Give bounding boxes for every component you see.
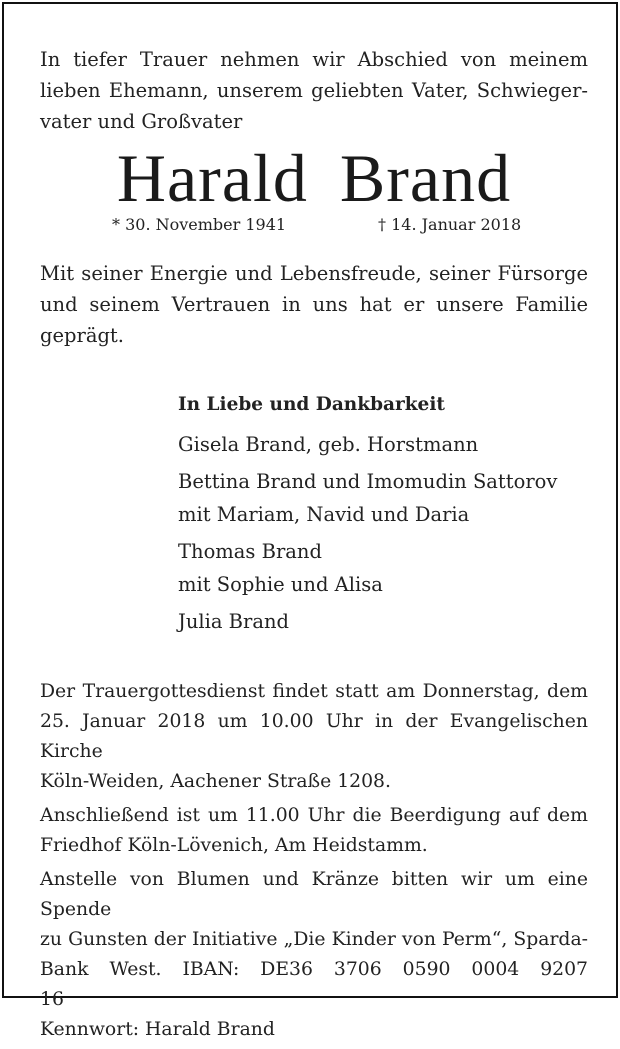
intro-text: [40, 44, 588, 137]
funeral-notice: [40, 677, 588, 1045]
bio-line: und seinem Vertrauen in uns hat er unsere Familie: [40, 293, 588, 316]
donation-line: zu Gunsten der Initiative „Die Kinder von Perm“, Sparda-: [40, 929, 588, 950]
donation-paragraph: [40, 865, 588, 1045]
family-block: [178, 389, 588, 638]
family-member-line: Julia Brand: [178, 610, 289, 633]
deceased-name: [40, 139, 588, 217]
birth-date: * 30. November 1941: [112, 215, 287, 234]
family-member-line: mit Sophie und Alisa: [178, 573, 383, 596]
donation-line: Bank West. IBAN: DE36 3706 0590 0004 9207 16: [40, 959, 588, 1010]
family-member-line: Gisela Brand, geb. Horstmann: [178, 433, 479, 456]
family-member-line: Bettina Brand und Imomudin Sattorov: [178, 470, 558, 493]
death-date: † 14. Januar 2018: [378, 215, 522, 234]
family-member-line: Thomas Brand: [178, 540, 322, 563]
service-paragraph: [40, 677, 588, 797]
bio-line: Mit seiner Energie und Lebensfreude, seiner Fürsorge: [40, 262, 588, 285]
family-member: [178, 465, 588, 531]
intro-line: In tiefer Trauer nehmen wir Abschied von meinem: [40, 48, 588, 71]
obituary-frame: [2, 2, 618, 1040]
first-name: Harald: [116, 140, 308, 216]
bio-line: geprägt.: [40, 324, 124, 347]
donation-line: Kennwort: Harald Brand: [40, 1019, 275, 1040]
donation-line: Anstelle von Blumen und Kränze bitten wir um eine Spende: [40, 869, 588, 920]
service-line: 25. Januar 2018 um 10.00 Uhr in der Evangelischen Kirche: [40, 711, 588, 762]
burial-paragraph: [40, 801, 588, 861]
intro-line: vater und Großvater: [40, 110, 243, 133]
life-dates: [40, 211, 588, 239]
family-member: [178, 428, 588, 461]
family-member-line: mit Mariam, Navid und Daria: [178, 503, 470, 526]
bio-text: [40, 258, 588, 351]
service-line: Der Trauergottesdienst findet statt am Donnerstag, dem: [40, 681, 588, 702]
intro-line: lieben Ehemann, unserem geliebten Vater, Schwieger-: [40, 79, 588, 102]
last-name: Brand: [339, 140, 512, 216]
family-member: [178, 535, 588, 601]
obituary-content: [40, 44, 588, 1049]
family-member: [178, 605, 588, 638]
family-heading: In Liebe und Dankbarkeit: [178, 394, 445, 415]
burial-line: Anschließend ist um 11.00 Uhr die Beerdigung auf dem: [40, 805, 588, 826]
burial-line: Friedhof Köln-Lövenich, Am Heidstamm.: [40, 835, 428, 856]
service-line: Köln-Weiden, Aachener Straße 1208.: [40, 771, 391, 792]
